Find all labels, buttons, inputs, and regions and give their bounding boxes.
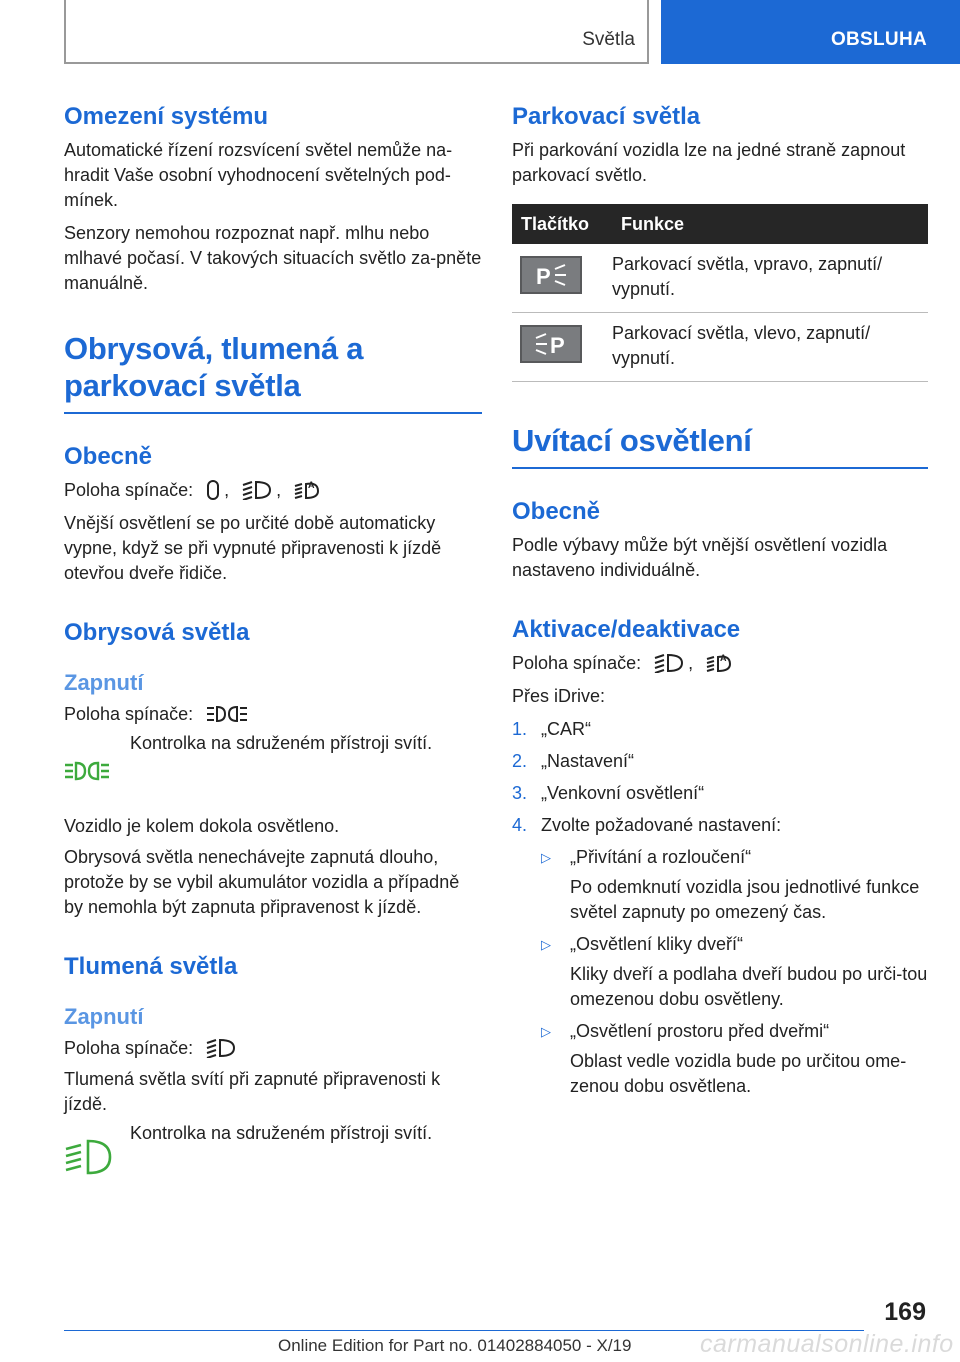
low-beam-switch-icon: [242, 480, 272, 500]
table-header-button: Tlačítko: [512, 204, 612, 244]
options-list: [541, 1019, 928, 1044]
parking-light-table: [512, 204, 928, 382]
table-header-row: [512, 204, 928, 244]
side-light-indicator-icon: [64, 731, 130, 788]
step-number: 1.: [512, 719, 528, 739]
step-text: Zvolte požadované nastavení:: [541, 815, 782, 835]
side-light-indicator-row: [64, 731, 482, 788]
options-list: [541, 845, 928, 870]
table-row: [512, 244, 928, 313]
svg-text:P: P: [536, 264, 551, 287]
table-cell-button: [512, 313, 612, 382]
svg-text:A: A: [720, 653, 727, 663]
list-item: [512, 717, 928, 742]
table-cell-function: Parkovací světla, vpravo, zapnutí/ vypnutí.: [612, 244, 928, 313]
bullet-triangle-icon: ▷: [541, 1024, 551, 1039]
paragraph-tlumena: Tlumená světla svítí při zapnuté připravenosti k jízdě.: [64, 1069, 441, 1114]
option-title: „Osvětlení prostoru před dveřmi“: [570, 1021, 830, 1041]
step-number: 3.: [512, 783, 528, 803]
low-beam-indicator-icon: [64, 1121, 130, 1182]
list-item: [541, 1019, 928, 1044]
switch-position-line: [64, 478, 482, 503]
switch-label: Poloha spínače:: [64, 704, 194, 724]
list-item: [512, 813, 928, 838]
options-list: [541, 932, 928, 957]
low-beam-switch-icon: [654, 653, 684, 673]
list-item: [512, 781, 928, 806]
heading-obrysova: Obrysová světla: [64, 619, 250, 646]
footer-edition: Online Edition for Part no. 01402884050 - X/19: [278, 1336, 632, 1355]
heading-parkovaci: Parkovací světla: [512, 103, 701, 130]
steps-list: [512, 717, 928, 838]
auto-light-switch-icon: [294, 478, 322, 500]
low-beam-switch-icon: [206, 1038, 236, 1058]
bullet-triangle-icon: ▷: [541, 937, 551, 952]
table-cell-function: Parkovací světla, vlevo, zapnutí/ vypnutí.: [612, 313, 928, 382]
step-number: 4.: [512, 815, 528, 835]
switch-position-lowbeam-line: [64, 1036, 482, 1061]
paragraph-omezeni-1: Automatické řízení rozsvícení světel nemůže na-hradit Vaše osobní vyhodnocení světelných pod-mínek.: [64, 140, 453, 210]
parking-light-left-icon: [520, 325, 582, 363]
idrive-label: Přes iDrive:: [512, 686, 606, 706]
indicator-text-obrysova: Kontrolka na sdruženém přístroji svítí.: [130, 733, 433, 753]
indicator-text-tlumena: Kontrolka na sdruženém přístroji svítí.: [130, 1123, 433, 1143]
list-item: [512, 749, 928, 774]
heading-zapnuti-tlumena: Zapnutí: [64, 1004, 144, 1029]
heading-uvitaci: Uvítací osvětlení: [512, 422, 928, 469]
heading-obecne: Obecně: [64, 443, 153, 470]
switch-position-parking-line: [64, 702, 482, 727]
switch-label: Poloha spínače:: [512, 653, 642, 673]
switch-label: Poloha spínače:: [64, 480, 194, 500]
parking-light-right-icon: [520, 256, 582, 294]
switch-position-welcome-line: [512, 651, 928, 676]
paragraph-obrysova-2: Obrysová světla nenechávejte zapnutá dlouho, protože by se vybil akumulátor vozidla a případně by nemohla být zapnuta připravenost k jízdě.: [64, 847, 460, 917]
table-row: [512, 313, 928, 382]
side-light-switch-icon: [206, 704, 256, 724]
page-number: 169: [884, 1298, 926, 1326]
option-title: „Přivítání a rozloučení“: [570, 847, 752, 867]
option-description: Kliky dveří a podlaha dveří budou po urči-tou omezenou dobu osvětleny.: [570, 964, 928, 1009]
paragraph-obecne: Vnější osvětlení se po určité době automaticky vypne, když se při vypnuté připravenosti k jízdě otevřou dveře řidiče.: [64, 513, 442, 583]
heading-main-section: Obrysová, tlumená a parkovací světla: [64, 330, 482, 414]
watermark: carmanualsonline.info: [700, 1330, 954, 1358]
option-description: Oblast vedle vozidla bude po určitou ome-zenou dobu osvětlena.: [570, 1051, 907, 1096]
heading-obecne-right: Obecně: [512, 498, 601, 525]
option-description: Po odemknutí vozidla jsou jednotlivé funkce světel zapnuty po omezený čas.: [570, 877, 920, 922]
table-cell-button: [512, 244, 612, 313]
option-title: „Osvětlení kliky dveří“: [570, 934, 744, 954]
paragraph-parkovaci: Při parkování vozidla lze na jedné straně zapnout parkovací světlo.: [512, 140, 906, 185]
bullet-triangle-icon: ▷: [541, 850, 551, 865]
switch-label: Poloha spínače:: [64, 1038, 194, 1058]
heading-tlumena: Tlumená světla: [64, 953, 238, 980]
header-chapter-title: OBSLUHA: [830, 29, 927, 50]
header-section-box: [64, 0, 649, 64]
low-beam-indicator-row: [64, 1121, 482, 1182]
header-chapter-tab: [661, 0, 960, 64]
paragraph-obrysova-1: Vozidlo je kolem dokola osvětleno.: [64, 816, 340, 836]
heading-omezeni: Omezení systému: [64, 103, 269, 130]
left-column: [64, 100, 482, 1182]
list-item: [541, 932, 928, 957]
step-number: 2.: [512, 751, 528, 771]
table-header-function: Funkce: [612, 204, 928, 244]
heading-zapnuti-obrysova: Zapnutí: [64, 670, 144, 695]
comma: ,: [276, 480, 282, 500]
step-text: „CAR“: [541, 719, 591, 739]
step-text: „Venkovní osvětlení“: [541, 783, 705, 803]
svg-text:A: A: [308, 480, 315, 490]
comma: ,: [224, 480, 230, 500]
paragraph-uvitaci: Podle výbavy může být vnější osvětlení vozidla nastaveno individuálně.: [512, 535, 888, 580]
auto-light-switch-icon: [706, 651, 734, 673]
svg-text:P: P: [550, 333, 565, 356]
comma: ,: [688, 653, 694, 673]
step-text: „Nastavení“: [541, 751, 635, 771]
list-item: [541, 845, 928, 870]
header-section-title: Světla: [582, 29, 635, 50]
right-column: [512, 100, 928, 1099]
paragraph-omezeni-2: Senzory nemohou rozpoznat např. mlhu nebo mlhavé počasí. V takových situacích světlo za-pněte manuálně.: [64, 223, 482, 293]
switch-off-icon: [206, 480, 220, 500]
heading-aktivace: Aktivace/deaktivace: [512, 616, 741, 643]
